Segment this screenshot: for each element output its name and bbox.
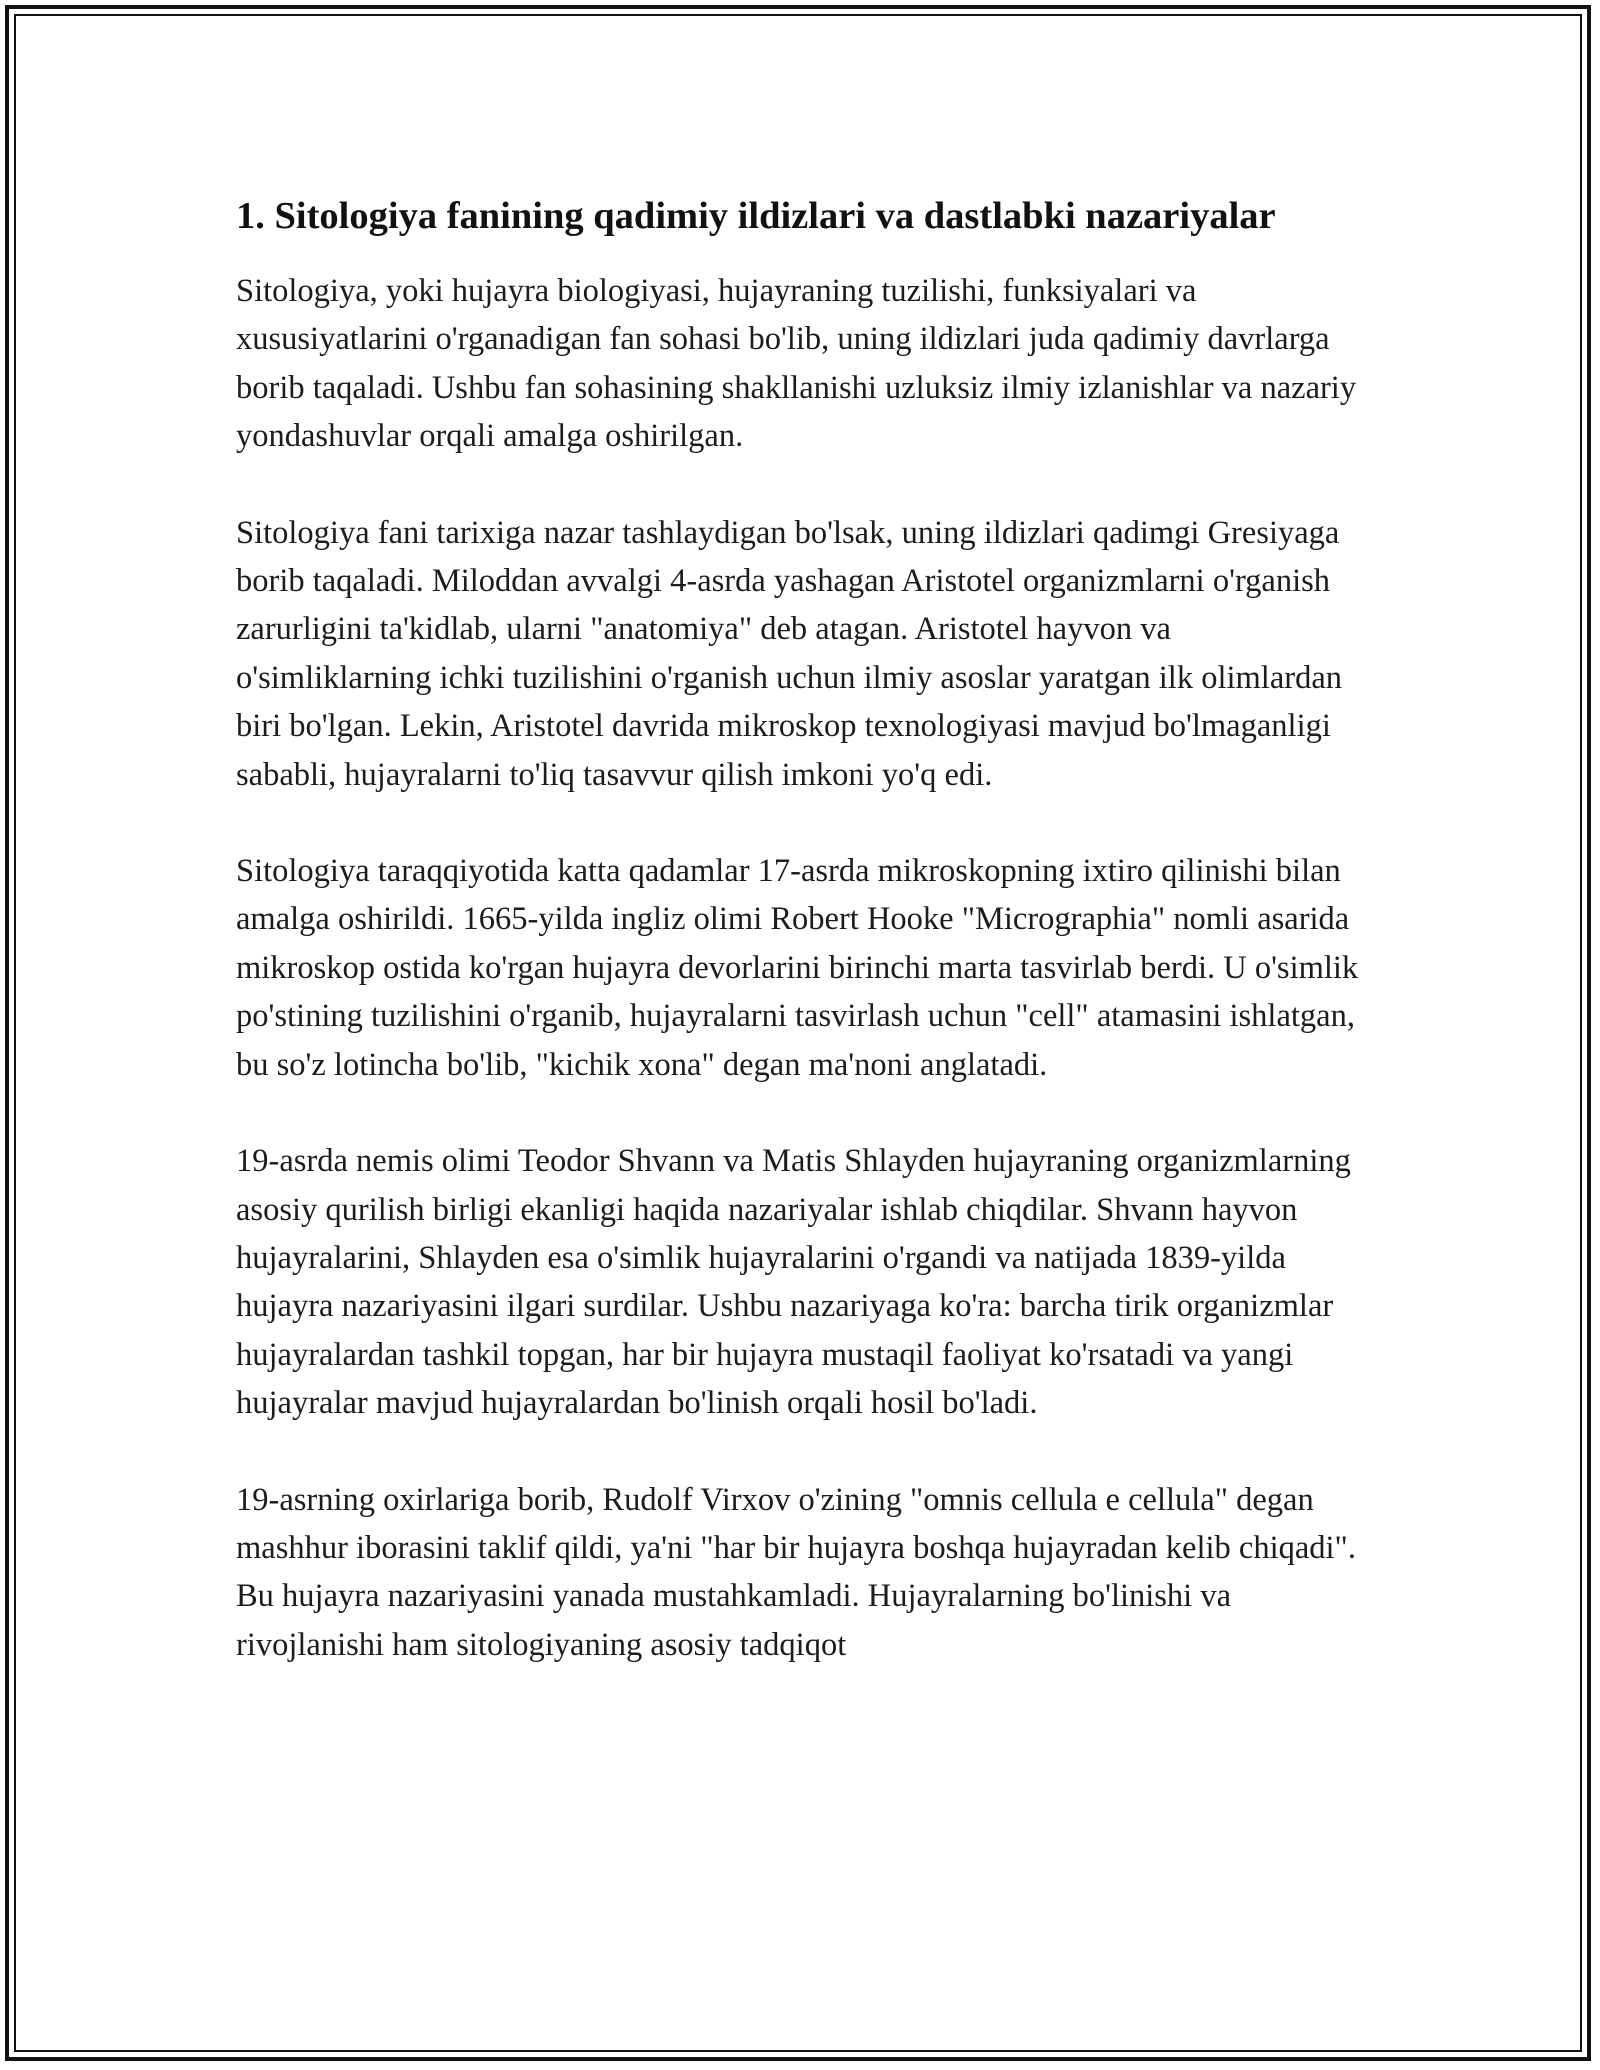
section-heading: 1. Sitologiya fanining qadimiy ildizlari va dastlabki nazariyalar bbox=[236, 195, 1276, 237]
paragraph-cell-theory: 19-asrda nemis olimi Teodor Shvann va Matis Shlayden hujayraning organizmlarning asosiy qurilish birligi ekanligi haqida nazariyalar ishlab chiqdilar. Shvann hayvon hujayralarini, Shlayden esa o'simlik hujayralarini o'rgandi va natijada 1839-yilda hujayra nazariyasini ilgari surdilar. Ushbu nazariyaga ko'ra: barcha tirik organizmlar hujayralardan tashkil topgan, har bir hujayra mustaqil faoliyat ko'rsatadi va yangi hujayralar mavjud hujayralardan bo'linish orqali hosil bo'ladi. bbox=[236, 1143, 1351, 1422]
paragraph-intro: Sitologiya, yoki hujayra biologiyasi, hujayraning tuzilishi, funksiyalari va xususiyatlarini o'rganadigan fan sohasi bo'lib, uning ildizlari juda qadimiy davrlarga borib taqaladi. Ushbu fan sohasining shakllanishi uzluksiz ilmiy izlanishlar va nazariy yondashuvlar orqali amalga oshirilgan. bbox=[236, 273, 1357, 455]
paragraph-hooke: Sitologiya taraqqiyotida katta qadamlar 17-asrda mikroskopning ixtiro qilinishi bilan amalga oshirildi. 1665-yilda ingliz olimi Robert Hooke "Micrographia" nomli asarida mikroskop ostida ko'rgan hujayra devorlarini birinchi marta tasvirlab berdi. U o'simlik po'stining tuzilishini o'rganib, hujayralarni tasvirlash uchun "cell" atamasini ishlatgan, bu so'z lotincha bo'lib, "kichik xona" degan ma'noni anglatadi. bbox=[236, 853, 1359, 1083]
paragraph-aristotle: Sitologiya fani tarixiga nazar tashlaydigan bo'lsak, uning ildizlari qadimgi Gresiyaga borib taqaladi. Miloddan avvalgi 4-asrda yashagan Aristotel organizmlarni o'rganish zarurligini ta'kidlab, ularni "anatomiya" deb atagan. Aristotel hayvon va o'simliklarning ichki tuzilishini o'rganish uchun ilmiy asoslar yaratgan ilk olimlardan biri bo'lgan. Lekin, Aristotel davrida mikroskop texnologiyasi mavjud bo'lmaganligi sababli, hujayralarni to'liq tasavvur qilish imkoni yo'q edi. bbox=[236, 514, 1342, 793]
paragraph-virchow: 19-asrning oxirlariga borib, Rudolf Virxov o'zining "omnis cellula e cellula" degan mashhur iborasini taklif qildi, ya'ni "har bir hujayra boshqa hujayradan kelib chiqadi". Bu hujayra nazariyasini yanada mustahkamladi. Hujayralarning bo'linishi va rivojlanishi ham sitologiyaning asosiy tadqiqot bbox=[236, 1481, 1356, 1663]
document-body bbox=[236, 190, 1366, 1669]
